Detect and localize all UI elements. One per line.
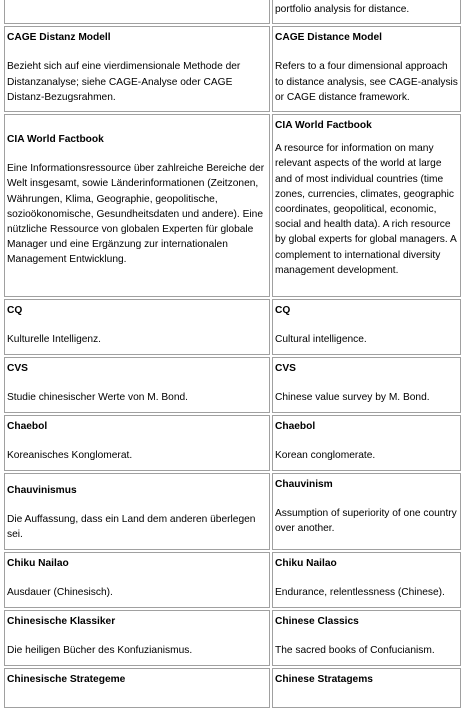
english-cell bbox=[272, 552, 461, 608]
german-definition: Die Auffassung, dass ein Land dem anderen überlegen sei. bbox=[7, 514, 256, 541]
table-row bbox=[4, 26, 461, 112]
german-cell bbox=[4, 610, 270, 666]
german-definition: Bezieht sich auf eine vierdimensionale Methode der Distanzanalyse; siehe CAGE-Analyse oder CAGE Distanz-Bezugsrahmen. bbox=[7, 61, 241, 103]
german-cell bbox=[4, 357, 270, 413]
german-definition: Koreanisches Konglomerat. bbox=[7, 450, 133, 462]
glossary-table bbox=[2, 0, 463, 710]
table-row bbox=[4, 0, 461, 24]
english-definition: Cultural intelligence. bbox=[275, 334, 367, 346]
english-definition: Korean conglomerate. bbox=[275, 450, 376, 462]
german-term: Chaebol bbox=[7, 421, 48, 433]
german-definition: Die heiligen Bücher des Konfuzianismus. bbox=[7, 644, 193, 656]
table-row bbox=[4, 552, 461, 608]
english-definition: Endurance, relentlessness (Chinese). bbox=[275, 586, 445, 598]
english-definition: portfolio analysis for distance. bbox=[275, 4, 410, 15]
german-cell bbox=[4, 473, 270, 550]
english-cell bbox=[272, 114, 461, 297]
german-cell bbox=[4, 114, 270, 297]
table-row bbox=[4, 415, 461, 471]
english-cell bbox=[272, 26, 461, 112]
german-definition: Studie chinesischer Werte von M. Bond. bbox=[7, 392, 189, 404]
english-term: CIA World Factbook bbox=[275, 120, 372, 132]
english-term: Chinese Classics bbox=[275, 615, 359, 627]
english-definition: A resource for information on many relevant aspects of the world at large and of most individual countries (time zones, currencies, climates, geographic coordinates, geopolitical, economic, social and health data). A rich resource by global experts for global managers. A complement to international diversity management development. bbox=[275, 143, 457, 276]
german-term: CAGE Distanz Modell bbox=[7, 32, 111, 44]
english-term: Chaebol bbox=[275, 421, 316, 433]
german-term: CQ bbox=[7, 305, 23, 317]
table-row bbox=[4, 473, 461, 550]
english-cell bbox=[272, 473, 461, 550]
german-term: Chinesische Klassiker bbox=[7, 615, 116, 627]
german-cell bbox=[4, 552, 270, 608]
english-cell bbox=[272, 610, 461, 666]
english-definition: Refers to a four dimensional approach to distance analysis, see CAGE-analysis or CAGE distance framework. bbox=[275, 61, 458, 103]
table-row bbox=[4, 299, 461, 355]
german-definition: Kulturelle Intelligenz. bbox=[7, 334, 102, 346]
english-term: Chinese Stratagems bbox=[275, 673, 373, 685]
english-definition: Assumption of superiority of one country over another. bbox=[275, 508, 457, 535]
table-row bbox=[4, 610, 461, 666]
english-term: Chauvinism bbox=[275, 479, 333, 491]
english-term: Chiku Nailao bbox=[275, 557, 337, 569]
english-term: CAGE Distance Model bbox=[275, 32, 382, 44]
english-term: CVS bbox=[275, 363, 296, 375]
english-definition: The sacred books of Confucianism. bbox=[275, 644, 435, 656]
german-definition: Eine Informationsressource über zahlreiche Bereiche der Welt insgesamt, sowie Länderinformationen (Zeitzonen, Währungen, Klima, Geographie, geopolitische, sozioökonomische, Gesundheitsdaten und andere). Eine nützliche Ressource von globalen Experten für globale Manager und eine Ergänzung zur internationalen Management Entwicklung. bbox=[7, 163, 265, 266]
german-definition: Ausdauer (Chinesisch). bbox=[7, 586, 113, 598]
german-cell bbox=[4, 26, 270, 112]
table-row bbox=[4, 668, 461, 708]
german-cell bbox=[4, 415, 270, 471]
english-cell bbox=[272, 0, 461, 24]
table-row bbox=[4, 357, 461, 413]
german-term: Chauvinismus bbox=[7, 485, 77, 497]
english-definition: Chinese value survey by M. Bond. bbox=[275, 392, 430, 404]
english-cell bbox=[272, 415, 461, 471]
german-term: CIA World Factbook bbox=[7, 134, 104, 146]
english-cell bbox=[272, 357, 461, 413]
english-cell bbox=[272, 299, 461, 355]
german-cell bbox=[4, 668, 270, 708]
german-term: CVS bbox=[7, 363, 28, 375]
english-term: CQ bbox=[275, 305, 291, 317]
german-term: Chinesische Strategeme bbox=[7, 673, 126, 685]
german-cell bbox=[4, 299, 270, 355]
table-row bbox=[4, 114, 461, 297]
german-cell bbox=[4, 0, 270, 24]
english-cell bbox=[272, 668, 461, 708]
german-term: Chiku Nailao bbox=[7, 557, 69, 569]
